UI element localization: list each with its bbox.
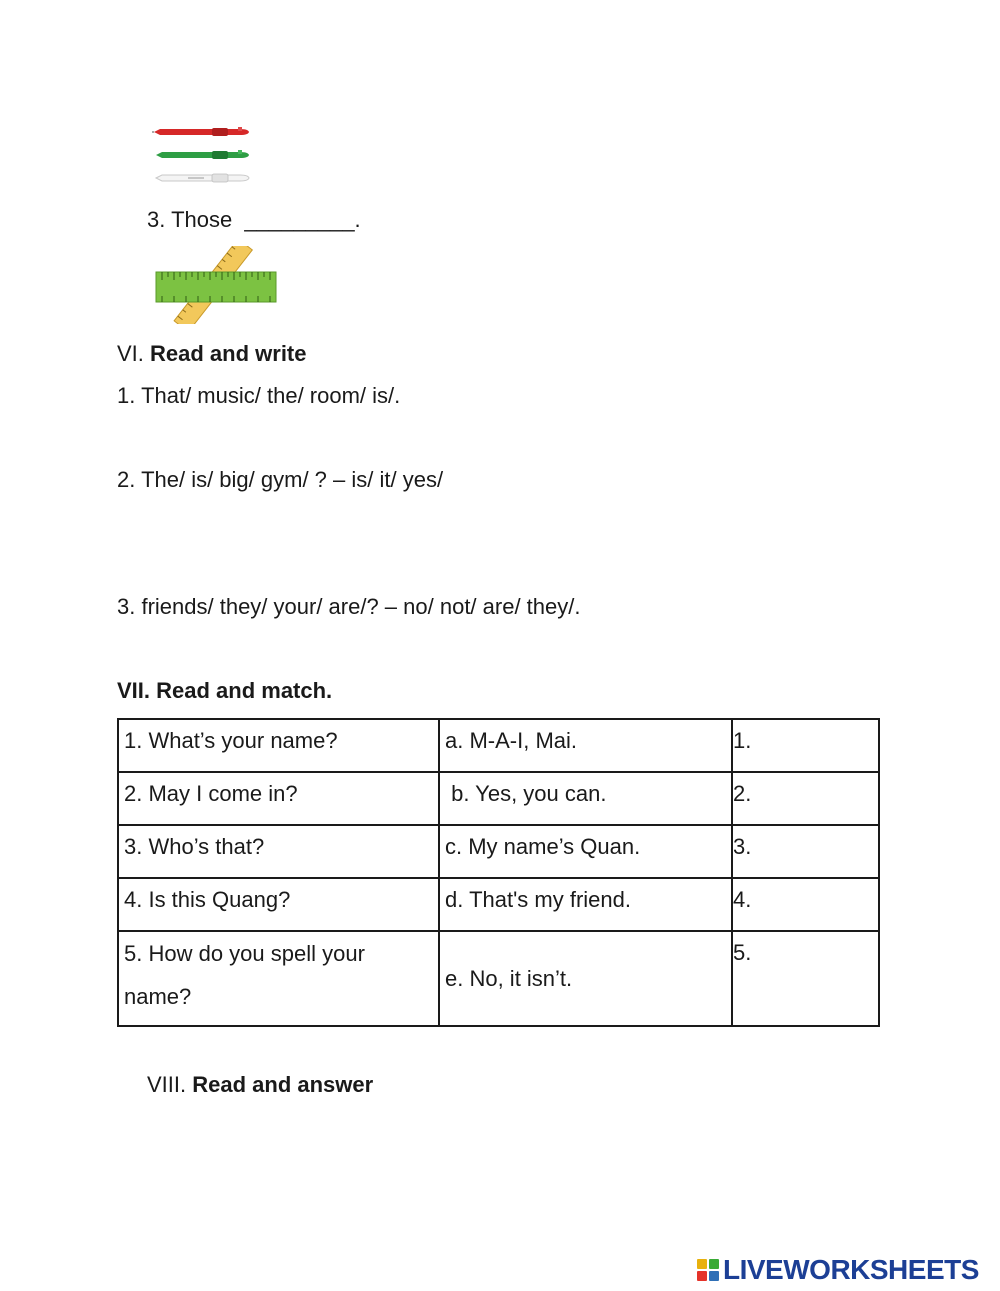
exercise-item-3-text: 3. Those _________.: [147, 207, 361, 232]
rulers-image: [154, 246, 280, 324]
logo-text: LIVEWORKSHEETS: [723, 1254, 979, 1285]
green-pen-icon: [156, 150, 249, 159]
answer-cell: b. Yes, you can.: [439, 772, 732, 825]
section-vi-title: Read and write: [150, 341, 307, 366]
table-row: [118, 825, 879, 878]
answer-cell: c. My name’s Quan.: [439, 825, 732, 878]
question-cell: 2. May I come in?: [118, 772, 439, 825]
answer-slot[interactable]: 2.: [732, 772, 879, 825]
logo-blocks-icon: [697, 1259, 719, 1281]
question-cell: 4. Is this Quang?: [118, 878, 439, 931]
liveworksheets-logo: [697, 1254, 979, 1286]
section-viii-title: Read and answer: [192, 1072, 374, 1097]
section-vi-item-1: 1. That/ music/ the/ room/ is/.: [117, 383, 401, 408]
question-cell: 3. Who’s that?: [118, 825, 439, 878]
section-vi-item-2: 2. The/ is/ big/ gym/ ? – is/ it/ yes/: [117, 467, 444, 492]
table-row: [118, 931, 879, 1026]
green-ruler-icon: [156, 272, 276, 302]
section-vi-prefix: VI.: [117, 341, 151, 366]
logo-block-v: [697, 1271, 707, 1281]
answer-cell: e. No, it isn’t.: [439, 931, 732, 1026]
question-text: 5. How do you spell your name?: [124, 941, 365, 1009]
section-vi-heading: [117, 341, 307, 367]
section-viii-prefix: VIII.: [147, 1072, 193, 1097]
answer-slot[interactable]: 4.: [732, 878, 879, 931]
section-viii-heading: [147, 1072, 373, 1098]
question-cell: 1. What’s your name?: [118, 719, 439, 772]
logo-block-l: [697, 1259, 707, 1269]
answer-cell: a. M-A-I, Mai.: [439, 719, 732, 772]
white-pen-icon: [156, 174, 249, 182]
answer-slot[interactable]: 3.: [732, 825, 879, 878]
match-table: [117, 718, 880, 1027]
section-vi-item-3: 3. friends/ they/ your/ are/? – no/ not/ are/ they/.: [117, 594, 581, 619]
logo-block-i: [709, 1259, 719, 1269]
answer-slot[interactable]: 5.: [732, 931, 879, 1026]
pens-image: [152, 120, 254, 186]
table-row: [118, 719, 879, 772]
table-row: [118, 772, 879, 825]
red-pen-icon: [152, 127, 249, 136]
logo-block-e: [709, 1271, 719, 1281]
answer-cell: d. That's my friend.: [439, 878, 732, 931]
question-cell: [118, 931, 439, 1026]
answer-slot[interactable]: 1.: [732, 719, 879, 772]
section-vii-title: VII. Read and match.: [117, 678, 333, 703]
table-row: [118, 878, 879, 931]
